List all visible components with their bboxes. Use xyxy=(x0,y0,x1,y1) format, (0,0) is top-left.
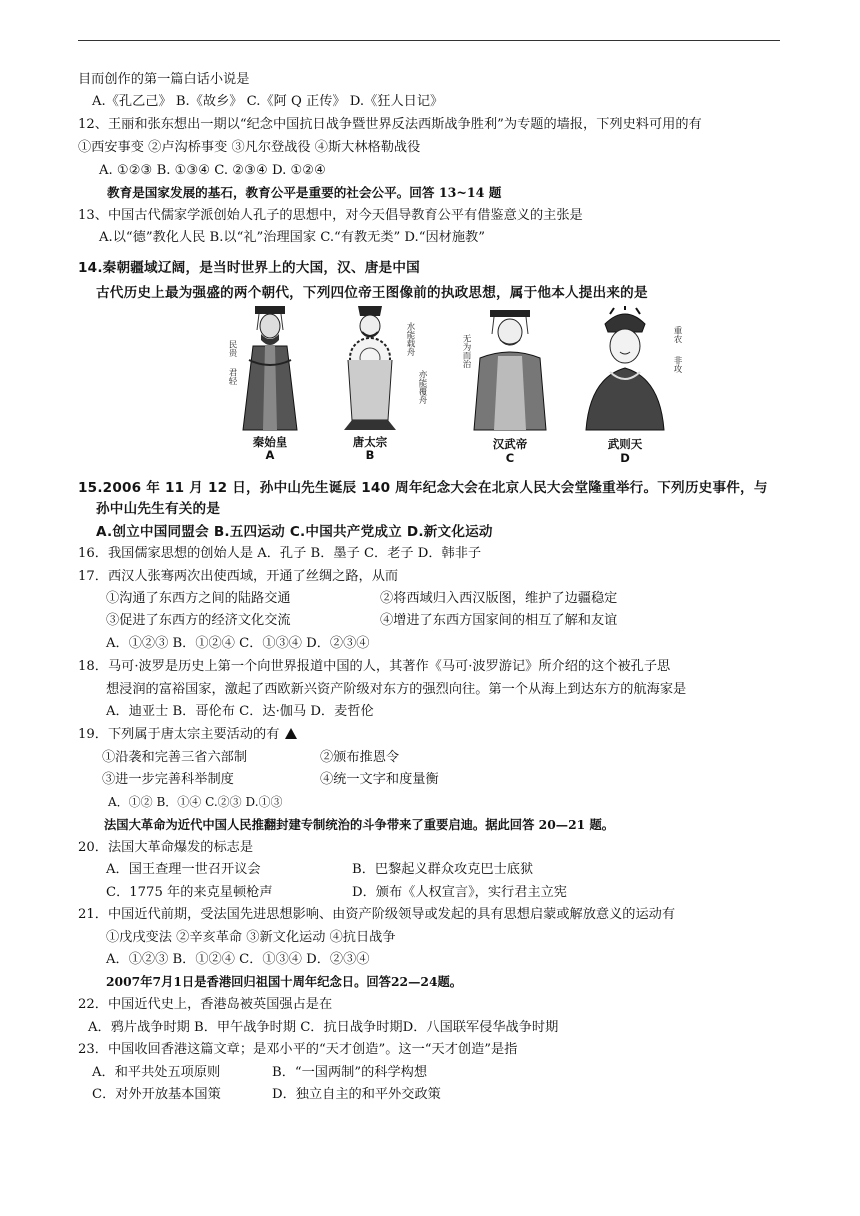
q17-item1: ①沟通了东西方之间的陆路交通 xyxy=(106,591,291,606)
q17-item4: ④增进了东西方国家间的相互了解和友谊 xyxy=(380,613,618,628)
header-rule xyxy=(78,40,780,41)
emperor-portraits-figure xyxy=(215,300,685,466)
caption-a-left: 民贵 xyxy=(227,340,237,357)
q21-options: A．①②③ B．①②④ C．①③④ D．②③④ xyxy=(106,952,370,967)
han-wudi-portrait xyxy=(470,306,550,436)
label-han-wudi: 汉武帝 xyxy=(492,437,528,451)
caption-b-right1: 水能载舟 xyxy=(405,322,415,356)
q18-stem-line2: 想浸润的富裕国家，激起了西欧新兴资产阶级对东方的强烈向往。第一个从海上到达东方的航海家是 xyxy=(106,682,687,697)
q21-items: ①戊戌变法 ②辛亥革命 ③新文化运动 ④抗日战争 xyxy=(106,930,396,945)
q13-stem: 13、中国古代儒家学派创始人孔子的思想中，对今天倡导教育公平有借鉴意义的主张是 xyxy=(78,208,583,223)
q17-item2: ②将西域归入西汉版图，维护了边疆稳定 xyxy=(380,591,618,606)
q19-item1: ①沿袭和完善三省六部制 xyxy=(102,750,248,765)
q12-options: A. ①②③ B. ①③④ C. ②③④ D. ①②④ xyxy=(99,163,326,178)
q19-item2: ②颁布推恩令 xyxy=(320,750,400,765)
section-note-20-21: 法国大革命为近代中国人民推翻封建专制统治的斗争带来了重要启迪。据此回答 20—21 题。 xyxy=(104,817,615,832)
qin-shi-huang-portrait xyxy=(235,300,305,435)
caption-c-left: 无为而治 xyxy=(461,334,471,368)
q15-options: A.创立中国同盟会 B.五四运动 C.中国共产党成立 D.新文化运动 xyxy=(96,524,493,540)
q20-option-d: D．颁布《人权宣言》，实行君主立宪 xyxy=(352,885,567,900)
q20-option-b: B．巴黎起义群众攻克巴士底狱 xyxy=(352,862,534,877)
q17-stem: 17．西汉人张骞两次出使西域，开通了丝绸之路，从而 xyxy=(78,569,399,584)
q14-stem-line1: 14.秦朝疆域辽阔，是当时世界上的大国，汉、唐是中国 xyxy=(78,260,420,276)
q23-option-d: D．独立自主的和平外交政策 xyxy=(272,1087,441,1102)
q19-item3: ③进一步完善科举制度 xyxy=(102,772,234,787)
q21-stem: 21．中国近代前期，受法国先进思想影响、由资产阶级领导或发起的具有思想启蒙或解放意义的运动有 xyxy=(78,907,676,922)
label-a: A xyxy=(265,448,275,462)
q22-stem: 22．中国近代史上，香港岛被英国强占是在 xyxy=(78,997,333,1012)
label-qin-shi-huang: 秦始皇 xyxy=(252,435,288,449)
q23-option-b: B．“一国两制”的科学构想 xyxy=(272,1065,428,1080)
tang-taizong-portrait xyxy=(330,300,410,435)
q13-options: A.以“德”教化人民 B.以“礼”治理国家 C.“有教无类” D.“因材施教” xyxy=(99,230,485,245)
q23-option-a: A．和平共处五项原则 xyxy=(92,1065,221,1080)
caption-d-right1: 重农 xyxy=(672,326,682,343)
q11-options: A.《孔乙己》 B.《故乡》 C.《阿 Q 正传》 D.《狂人日记》 xyxy=(92,94,444,109)
q15-stem-line1: 15.2006 年 11 月 12 日，孙中山先生诞辰 140 周年纪念大会在北京人民大会堂隆重举行。下列历史事件，与 xyxy=(78,480,768,496)
q15-stem-line2: 孙中山先生有关的是 xyxy=(96,501,221,517)
q12-items: ①西安事变 ②卢沟桥事变 ③凡尔登战役 ④斯大林格勒战役 xyxy=(78,140,421,155)
q22-options: A．鸦片战争时期 B．甲午战争时期 C．抗日战争时期D．八国联军侵华战争时期 xyxy=(88,1020,559,1035)
q19-stem xyxy=(78,726,297,744)
q19-item4: ④统一文字和度量衡 xyxy=(320,772,439,787)
label-tang-taizong: 唐太宗 xyxy=(352,435,388,449)
label-b: B xyxy=(365,448,375,462)
q16: 16．我国儒家思想的创始人是 A．孔子 B．墨子 C．老子 D．韩非子 xyxy=(78,546,482,561)
label-wu-zetian: 武则天 xyxy=(607,437,643,451)
label-c: C xyxy=(505,451,515,465)
wu-zetian-portrait xyxy=(580,306,670,436)
q19-options: A．①② B．①④ C.②③ D.①③ xyxy=(108,795,283,809)
q12-stem: 12、王丽和张东想出一期以“纪念中国抗日战争暨世界反法西斯战争胜利”为专题的墙报，下列史料可用的有 xyxy=(78,117,702,132)
caption-b-right2: 亦能覆舟 xyxy=(417,370,427,404)
q19-stem-text: 19．下列属于唐太宗主要活动的有 xyxy=(78,727,280,742)
caption-a-left2: 君轻 xyxy=(227,368,237,385)
q20-option-c: C．1775 年的来克星顿枪声 xyxy=(106,885,273,900)
caption-d-right2: 非攻 xyxy=(672,356,682,373)
q17-item3: ③促进了东西方的经济文化交流 xyxy=(106,613,291,628)
q20-stem: 20．法国大革命爆发的标志是 xyxy=(78,840,254,855)
q23-stem: 23．中国收回香港这篇文章；是邓小平的“天才创造”。这一“天才创造”是指 xyxy=(78,1042,518,1057)
q20-option-a: A．国王查理一世召开议会 xyxy=(106,862,261,877)
q17-options: A．①②③ B．①②④ C．①③④ D．②③④ xyxy=(106,636,370,651)
label-d: D xyxy=(620,451,630,465)
q18-options: A．迪亚士 B．哥伦布 C．达·伽马 D．麦哲伦 xyxy=(106,704,374,719)
q18-stem-line1: 18．马可·波罗是历史上第一个向世界报道中国的人，其著作《马可·波罗游记》所介绍的这个被孔子思 xyxy=(78,659,671,674)
q14-stem-line2: 古代历史上最为强盛的两个朝代，下列四位帝王图像前的执政思想，属于他本人提出来的是 xyxy=(96,285,648,301)
q23-option-c: C．对外开放基本国策 xyxy=(92,1087,221,1102)
triangle-marker-icon xyxy=(285,728,297,739)
section-note-13-14: 教育是国家发展的基石，教育公平是重要的社会公平。回答 13~14 题 xyxy=(107,185,502,200)
section-note-22-24: 2007年7月1日是香港回归祖国十周年纪念日。回答22—24题。 xyxy=(106,974,463,989)
q11-stem-tail: 目而创作的第一篇白话小说是 xyxy=(78,72,250,87)
